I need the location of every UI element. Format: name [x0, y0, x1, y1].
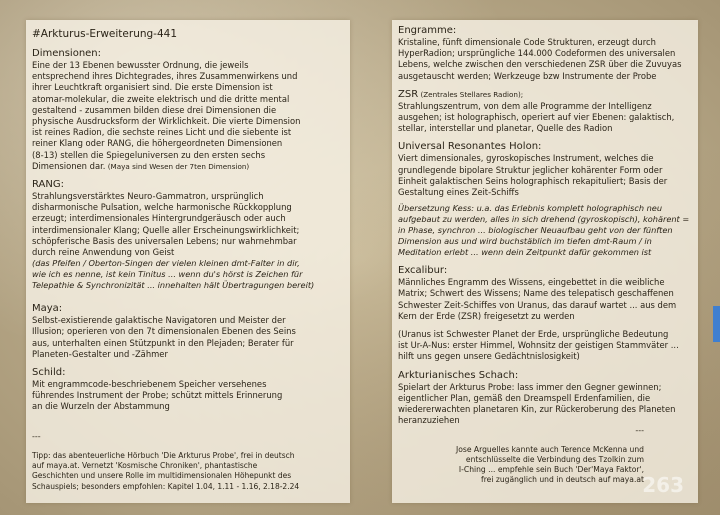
heading-maya: Maya:	[32, 303, 63, 315]
section-engramme	[398, 25, 692, 82]
section-maya	[32, 303, 344, 360]
page-title: #Arkturus-Erweiterung-441	[32, 28, 177, 40]
text-dimensionen: Eine der 13 Ebenen bewusster Ordnung, die jeweils entsprechend ihres Dichtegrades, ihres Zusammenwirkens und ihrer Leuchtkraft organisiert sind. Die erste Dimension ist atomar-molekular, die zweite elektrisch und die dritte mental gestaltend - zusammen bilden diese drei Dimensionen die physische Ausdrucksform der Wirklichkeit. Die vierte Dimension ist reines Radion, die sechste reines Licht und die siebente ist reiner Klang oder RANG, die höhergeordneten Dimensionen (8-13) stellen die Spiegeluniversen zu den ersten sechs Dimensionen dar. (Maya sind Wesen der 7ten Dimension)	[32, 60, 301, 171]
italic-rang: (das Pfeifen / Oberton-Singen der vielen kleinen dmt-Falter in dir, wie ich es nenne, ist kein Tinitus ... wenn du's hörst is Zeichen für Telepathie & Synchronizität ... innehalten hält Übertragungen bereit)	[32, 258, 315, 291]
section-holon	[398, 141, 692, 258]
tip-text: Tipp: das abenteuerliche Hörbuch 'Die Arkturus Probe', frei in deutsch auf maya.at. Vernetzt 'Kosmische Chroniken', phantastische Geschichten und unsere Rolle im multidimensionalen Höhepunkt des Schauspiels; besonders empfohlen: Kapitel 1.04, 1.11 - 1.16, 2.18-2.24	[32, 451, 300, 491]
note-zsr: (Zentrales Stellares Radion);	[418, 89, 524, 99]
section-dimensionen	[32, 48, 344, 172]
footnote-dashes: ---	[635, 426, 644, 435]
left-page	[26, 20, 350, 503]
page-number: 263	[642, 473, 684, 497]
heading-schild: Schild:	[32, 367, 66, 379]
text-holon: Viert dimensionales, gyroskopisches Instrument, welches die grundlegende bipolare Struktur jeglicher kohärenter Form oder Einheit galaktischen Seins holographisch rekapituliert; Basis der Gestaltung eines Zeit-Schiffs	[398, 153, 668, 198]
text-rang: Strahlungsverstärktes Neuro-Gammatron, ursprünglich disharmonische Pulsation, welche harmonische Rückkopplung erzeugt; interdimensionales Hintergrundgeräusch oder auch interdimensionaler Klang; Quelle aller Erscheinungswirklichkeit; schöpferische Basis des universalen Lebens; nur wahrnehmbar durch reine Anwendung von Geist	[32, 191, 300, 258]
footnote-text: Jose Arguelles kannte auch Terence McKenna und entschlüsselte die Verbindung des Tzolkin zum I-Ching ... empfehle sein Buch 'Der'Maya Faktor', frei zugänglich und in deutsch auf maya.at	[455, 445, 644, 484]
italic-holon: Übersetzung Kess: u.a. das Erlebnis komplett holographisch neu aufgebaut zu werden, alles in sich drehend (gyroskopisch), kohärent = in Phase, synchron ... biologischer Neuaufbau geht von der fünften Dimension aus und wird buchstäblich im tiefen dmt-Raum / in Meditation erlebt ... wenn dein Zeitpunkt dafür gekommen ist	[398, 203, 690, 258]
text-schild: Mit engrammcode-beschriebenem Speicher versehenes führendes Instrument der Probe; schützt mittels Erinnerung an die Wurzeln der Abstammung	[32, 379, 283, 412]
footnote-jose	[434, 417, 644, 495]
heading-excalibur: Excalibur:	[398, 265, 448, 277]
section-zsr	[398, 89, 692, 135]
heading-rang: RANG:	[32, 179, 64, 191]
text-schach: Spielart der Arkturus Probe: lass immer den Gegner gewinnen; eigentlicher Plan, gemäß den Dreamspell Erdenfamilien, die wiedererwachten planetaren Kin, zur Rückeroberung des Planeten heranzuziehen	[398, 381, 676, 426]
heading-engramme: Engramme:	[398, 25, 457, 36]
section-schild	[32, 367, 344, 413]
text-maya: Selbst-existierende galaktische Navigatoren und Meister der Illusion; operieren von den 7t dimensionalen Ebenen des Seins aus, unterhalten einen Stützpunkt in den Plejaden; Berater für Planeten-Gestalter und -Zähmer	[32, 315, 296, 359]
section-rang	[32, 179, 344, 291]
tip-dashes: ---	[32, 431, 41, 441]
heading-holon: Universal Resonantes Holon:	[398, 141, 542, 153]
text-zsr: Strahlungszentrum, von dem alle Programme der Intelligenz ausgehen; ist holographisch, operiert auf vier Ebenen: galaktisch, stellar, interstellar und planetar, Quelle des Radion	[398, 100, 675, 134]
note-dimensionen: (Maya sind Wesen der 7ten Dimension)	[105, 161, 250, 171]
note-excalibur: (Uranus ist Schwester Planet der Erde, ursprüngliche Bedeutung ist Ur-A-Nus: erster Himmel, Wohnsitz der geistigen Stammväter ... hilft uns gegen unsere Gedächtnislosigkeit)	[398, 329, 679, 362]
heading-dimensionen: Dimensionen:	[32, 48, 102, 59]
right-page	[392, 20, 698, 503]
text-excalibur: Männliches Engramm des Wissens, eingebettet in die weibliche Matrix; Schwert des Wissens; Name des telepatisch geschaffenen Schwester Zeit-Schiffes von Uranus, das darauf wartet ... aus dem Kern der Erde (ZSR) freigesetzt zu werden	[398, 277, 677, 321]
page-edge-tab[interactable]	[713, 306, 720, 342]
heading-zsr: ZSR (Zentrales Stellares Radion);	[398, 88, 524, 100]
text-engramme: Kristaline, fünft dimensionale Code Strukturen, erzeugt durch HyperRadion; ursprüngliche 144.000 Codeformen des universalen Lebens, welche zwischen den verschiedenen ZSR über die Zuvuyas ausgetauscht werden; Werkzeuge bzw Instrumente der Probe	[398, 37, 682, 81]
heading-schach: Arkturianisches Schach:	[398, 369, 519, 381]
tip-box	[32, 423, 344, 502]
section-excalibur	[398, 265, 692, 362]
